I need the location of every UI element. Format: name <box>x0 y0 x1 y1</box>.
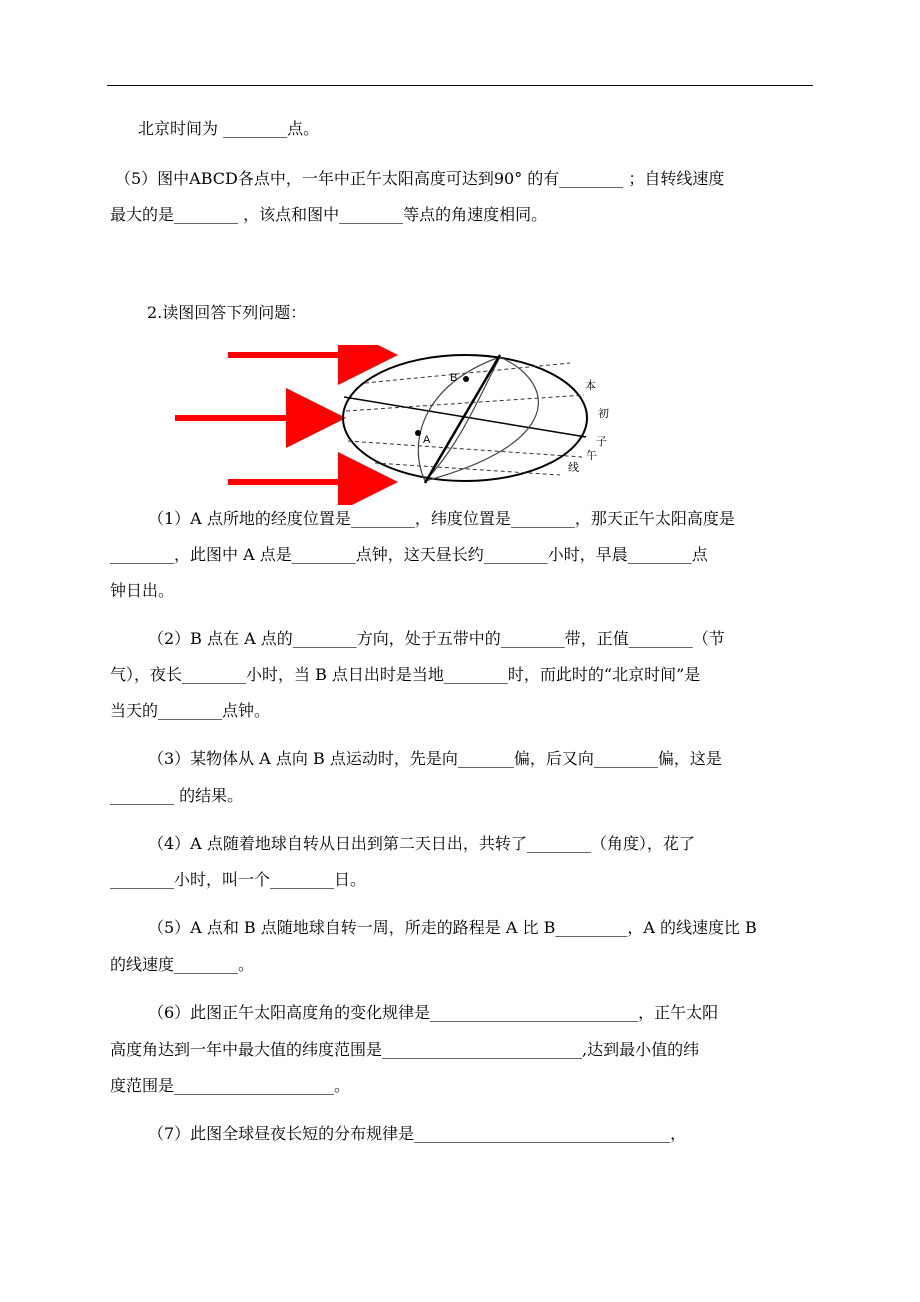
text-line: （5）图中ABCD各点中，一年中正午太阳高度可达到90° 的有________ ；自转线速度 <box>115 169 725 188</box>
text-line: （5）A 点和 B 点随地球自转一周，所走的路程是 A 比 B_________，A 的线速度比 B <box>148 918 757 937</box>
text-line: 北京时间为 ________点。 <box>138 119 320 138</box>
text-line: （1）A 点所地的经度位置是________，纬度位置是________，那天正午太阳高度是 <box>148 509 735 528</box>
text-line: 气），夜长________小时，当 B 点日出时是当地________时，而此时的“北京时间”是 <box>110 665 701 684</box>
text-line: （4）A 点随着地球自转从日出到第二天日出，共转了________（角度），花了 <box>148 834 695 853</box>
text-line: 最大的是________ ，该点和图中________等点的角速度相同。 <box>110 205 548 224</box>
text-line: ________小时，叫一个________日。 <box>110 870 367 889</box>
point-a <box>415 430 421 436</box>
text-line: 的线速度________。 <box>110 955 255 974</box>
text-line: 度范围是____________________。 <box>110 1076 351 1095</box>
earth-axis <box>425 355 500 483</box>
point-b-label: B <box>450 372 458 384</box>
meridian-label-char: 午 <box>586 449 597 462</box>
question-heading: 2.读图回答下列问题： <box>147 303 307 322</box>
text-line: 高度角达到一年中最大值的纬度范围是_________________________,达到最小值的纬 <box>110 1040 700 1059</box>
earth-illumination-diagram <box>170 345 630 505</box>
header-rule <box>107 85 813 86</box>
point-b <box>463 376 469 382</box>
meridian-label-char: 线 <box>568 461 579 474</box>
point-a-label: A <box>423 434 431 446</box>
meridian-label-char: 子 <box>596 435 607 448</box>
meridian-label-char: 初 <box>598 407 609 420</box>
text-line: （6）此图正午太阳高度角的变化规律是__________________________，正午太阳 <box>148 1003 719 1022</box>
text-line: （3）某物体从 A 点向 B 点运动时，先是向_______偏，后又向________偏，这是 <box>148 749 722 768</box>
text-line: ________ 的结果。 <box>110 786 244 805</box>
text-line: 当天的________点钟。 <box>110 701 271 720</box>
text-line: ________，此图中 A 点是________点钟，这天昼长约________小时，早晨________点 <box>110 545 708 564</box>
meridian-label-char: 本 <box>585 379 596 392</box>
text-line: （2）B 点在 A 点的________方向，处于五带中的________带，正值________（节 <box>148 629 725 648</box>
latitude-line <box>348 441 582 457</box>
text-line: 钟日出。 <box>110 581 175 600</box>
text-line: （7）此图全球昼夜长短的分布规律是________________________________， <box>148 1124 687 1143</box>
